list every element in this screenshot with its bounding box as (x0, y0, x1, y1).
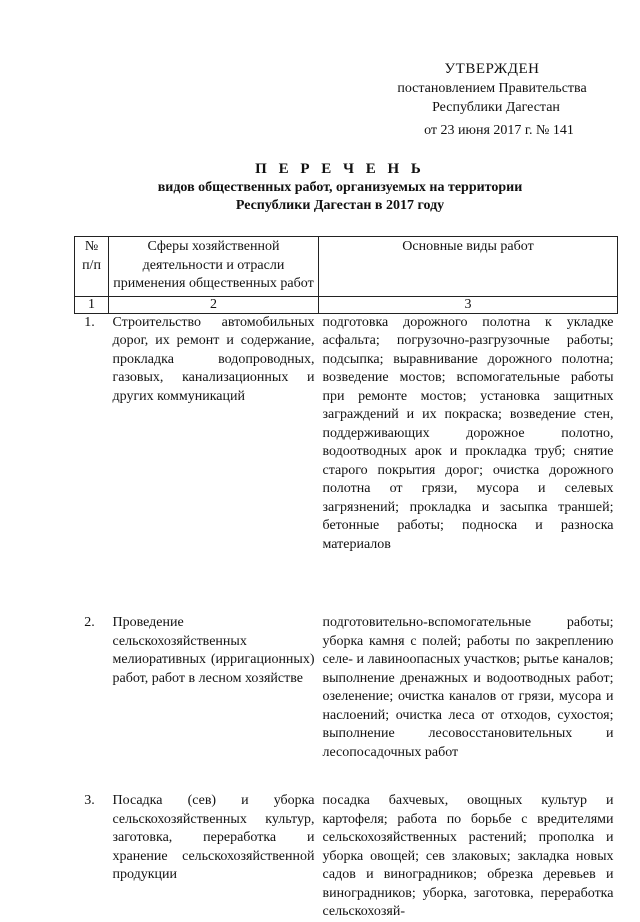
row-works: посадка бахчевых, овощных культур и картофеля; работа по борьбе с вредителями сельскохозяйственных растений; прополка и уборка овощей; сев злаковых; закладка новых садов и виноградников; обрезка деревьев и виноградников; уборка, заготовка, переработка сельскохозяй- (322, 793, 614, 919)
row-works: подготовительно-вспомогательные работы; уборка камня с полей; работы по закреплению селе- и лавиноопасных участков; рытье каналов; выполнение дренажных и водоотводных работ; озеленение; очистка каналов от грязи, мусора и наслоений; очистка леса от отходов, сухостоя; выполнение лесовосстановительных и лесопосадочных работ (322, 615, 614, 760)
table-row (75, 313, 618, 614)
row-number: 2. (84, 615, 95, 630)
row-number: 1. (84, 314, 95, 330)
table-header-row (75, 237, 618, 297)
row-number: 3. (84, 793, 95, 808)
row-works: подготовка дорожного полотна к укладке асфальта; погрузочно-разгрузочные работы; подсыпка; выравнивание дорожного полотна; возведение мостов; вспомогательные работы при ремонте мостов; установка защитных заграждений и их покраска; возведение стен, поддерживающих дорожное полотно, водоотводных арок и прокладка труб; снятие старого покрытия дорог; очистка дорожного полотна от грязи, мусора и селевых загрязнений; прокладка и засыпка траншей; бетонные работы; подноска и разноска материалов (322, 314, 614, 552)
header-works: Основные виды работ (319, 237, 618, 297)
column-number-3: 3 (319, 296, 618, 313)
row-sphere: Строительство автомобильных дорог, их ремонт и содержание, прокладка водопроводных, газовых, канализационных и других коммуникаций (112, 314, 315, 404)
row-sphere: Посадка (сев) и уборка сельскохозяйственных культур, заготовка, переработка и хранение сельскохозяйственной продукции (112, 793, 315, 882)
approval-line-decree: постановлением Правительства (397, 80, 587, 96)
column-number-1: 1 (75, 296, 109, 313)
table-column-numbers-row (75, 296, 618, 313)
title-subtitle-line2: Республики Дагестан в 2017 году (235, 197, 445, 213)
table-row (75, 792, 618, 922)
approval-heading: УТВЕРЖДЕН (444, 61, 540, 77)
title-perechen: П Е Р Е Ч Е Н Ь (255, 161, 425, 177)
header-sphere: Сферы хозяйственной деятельности и отрасли применения общественных работ (109, 237, 319, 297)
works-table (74, 236, 618, 922)
table-row (75, 614, 618, 792)
approval-line-date: от 23 июня 2017 г. № 141 (424, 122, 574, 138)
document-title (60, 160, 620, 215)
approval-block (372, 60, 612, 140)
column-number-2: 2 (109, 296, 319, 313)
approval-line-republic: Республики Дагестан (432, 100, 560, 115)
title-subtitle-line1: видов общественных работ, организуемых на территории (157, 179, 523, 195)
header-number: № п/п (75, 237, 109, 297)
row-sphere: Проведение сельскохозяйственных мелиоративных (ирригационных) работ, работ в лесном хозяйстве (112, 615, 315, 686)
